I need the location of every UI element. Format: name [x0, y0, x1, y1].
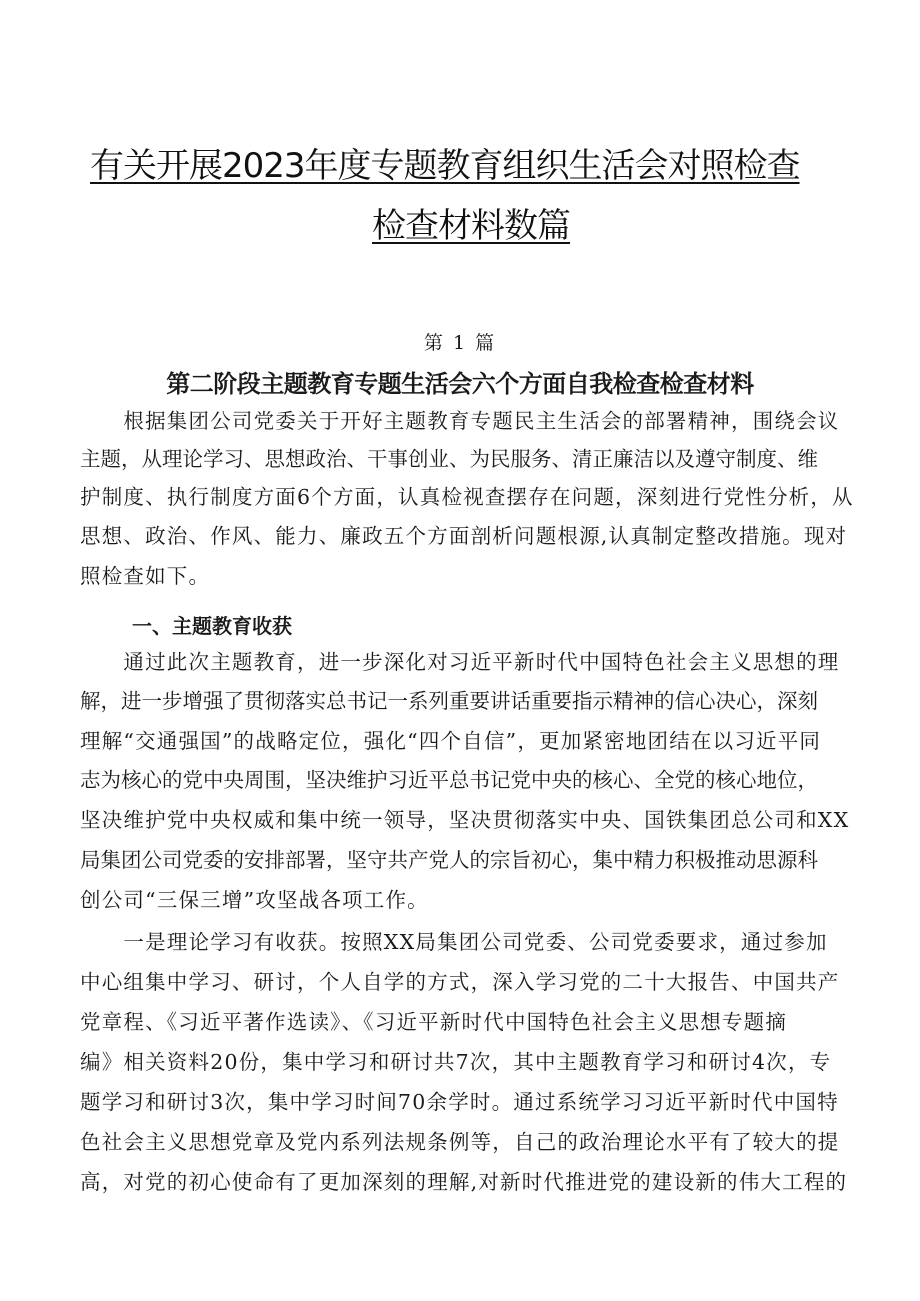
paragraph-line: 编》相关资料20份，集中学习和研讨共7次，其中主题教育学习和研讨4次，专 [80, 1050, 832, 1074]
paragraph-line: 思想、政治、作风、能力、廉政五个方面剖析问题根源,认真制定整改措施。现对 [80, 524, 848, 548]
paragraph-line: 根据集团公司党委关于开好主题教育专题民主生活会的部署精神，围绕会议 [80, 409, 840, 433]
paragraph-line: 中心组集中学习、研讨，个人自学的方式，深入学习党的二十大报告、中国共产 [80, 970, 840, 994]
paragraph-line: 创公司“三保三增”攻坚战各项工作。 [80, 888, 429, 912]
paragraph-line: 理解“交通强国”的战略定位，强化“四个自信”，更加紧密地团结在以习近平同 [80, 729, 822, 753]
paragraph-line: 一是理论学习有收获。按照XX局集团公司党委、公司党委要求，通过参加 [80, 930, 828, 954]
paragraph-line: 题学习和研讨3次，集中学习时间70余学时。通过系统学习习近平新时代中国特 [80, 1090, 839, 1114]
chapter-label: 第 1 篇 [423, 332, 497, 354]
document-title-line-1: 有关开展2023年度专题教育组织生活会对照检查 [90, 146, 800, 186]
paragraph-line: 护制度、执行制度方面6个方面，认真检视查摆存在问题，深刻进行党性分析，从 [80, 485, 854, 509]
paragraph-line: 解，进一步增强了贯彻落实总书记一系列重要讲话重要指示精神的信心决心，深刻 [80, 689, 818, 713]
paragraph-line: 高，对党的初心使命有了更加深刻的理解,对新时代推进党的建设新的伟大工程的 [80, 1170, 848, 1194]
paragraph-line: 照检查如下。 [80, 564, 211, 588]
document-title-line-2: 检查材料数篇 [372, 206, 570, 246]
paragraph-line: 志为核心的党中央周围，坚决维护习近平总书记党中央的核心、全党的核心地位， [80, 768, 818, 792]
paragraph-line: 色社会主义思想党章及党内系列法规条例等，自己的政治理论水平有了较大的提 [80, 1130, 840, 1154]
section-heading: 一、主题教育收获 [132, 614, 292, 638]
section-subtitle: 第二阶段主题教育专题生活会六个方面自我检查检查材料 [166, 370, 754, 398]
paragraph-line: 通过此次主题教育，进一步深化对习近平新时代中国特色社会主义思想的理 [80, 650, 840, 674]
paragraph-line: 坚决维护党中央权威和集中统一领导，坚决贯彻落实中央、国铁集团总公司和XX [80, 808, 850, 832]
paragraph-line: 局集团公司党委的安排部署，坚守共产党人的宗旨初心，集中精力积极推动思源科 [80, 848, 818, 872]
paragraph-line: 主题，从理论学习、思想政治、干事创业、为民服务、清正廉洁以及遵守制度、维 [80, 447, 818, 471]
paragraph-line: 党章程、《习近平著作选读》、《习近平新时代中国特色社会主义思想专题摘 [80, 1010, 788, 1034]
